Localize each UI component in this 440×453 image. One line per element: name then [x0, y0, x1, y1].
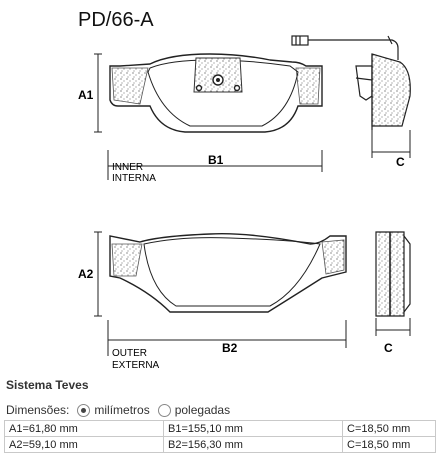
part-code: PD/66-A	[78, 9, 154, 31]
unit-option-millimeters[interactable]	[69, 403, 149, 417]
dimensions-label: Dimensões:	[6, 403, 70, 417]
system-title: Sistema Teves	[6, 378, 89, 392]
dim-a1-value: A1=61,80 mm	[5, 421, 164, 437]
table-row	[5, 437, 436, 453]
externa-label: EXTERNA	[112, 360, 160, 371]
radio-inches[interactable]	[158, 404, 171, 417]
dim-c1-value: C=18,50 mm	[343, 421, 436, 437]
inner-pad	[110, 54, 322, 132]
dim-b2-value: B2=156,30 mm	[164, 437, 343, 453]
dim-b1-value: B1=155,10 mm	[164, 421, 343, 437]
dim-b2-label: B2	[222, 341, 238, 355]
dimensions-table	[4, 420, 436, 453]
dim-c2-value: C=18,50 mm	[343, 437, 436, 453]
dim-a1-label: A1	[78, 88, 94, 102]
dim-a2-value: A2=59,10 mm	[5, 437, 164, 453]
unit-option-inches[interactable]	[150, 403, 230, 417]
interna-label: INTERNA	[112, 173, 156, 184]
dim-c-top-label: C	[396, 155, 405, 169]
outer-side-view	[376, 232, 410, 316]
dim-b1-label: B1	[208, 153, 224, 167]
dim-a2-label: A2	[78, 267, 94, 281]
radio-millimeters[interactable]	[77, 404, 90, 417]
outer-pad	[110, 234, 346, 312]
unit-option-label: polegadas	[174, 403, 231, 417]
unit-selector	[6, 403, 230, 417]
dim-c-bottom-label: C	[384, 341, 393, 355]
unit-option-label: milímetros	[94, 403, 150, 417]
inner-label: INNER	[112, 162, 144, 173]
outer-label: OUTER	[112, 348, 147, 359]
table-row	[5, 421, 436, 437]
